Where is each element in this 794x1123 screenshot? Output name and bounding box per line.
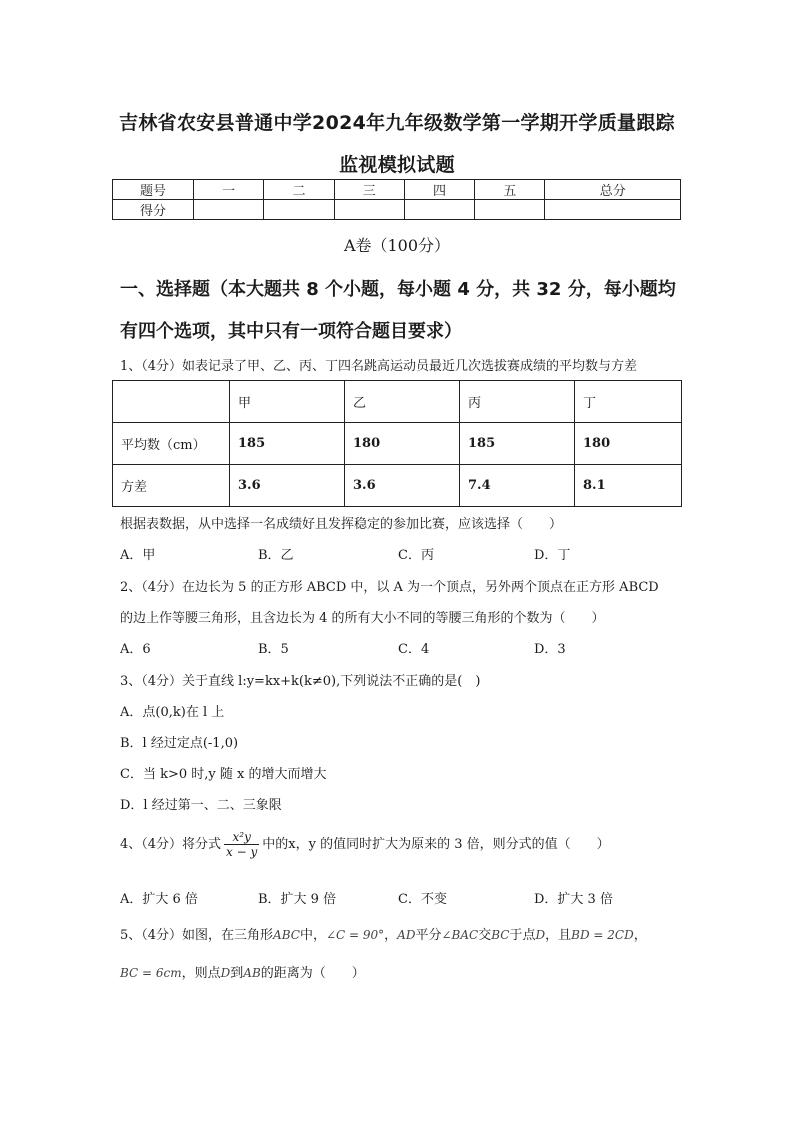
q5-line2 [120, 962, 365, 981]
q5-text: 的距离为（ ） [260, 966, 365, 981]
q2-option-c[interactable]: C．4 [398, 642, 430, 657]
score-header-cell: 二 [264, 180, 334, 200]
score-cell [475, 200, 545, 220]
q4-option-b[interactable]: B．扩大 9 倍 [258, 892, 337, 907]
q1-table-cell: 平均数（cm） [113, 423, 230, 465]
q1-table-cell: 185 [230, 423, 345, 465]
q1-table-cell: 180 [575, 423, 682, 465]
q1-table-header-row [113, 381, 682, 423]
part1-heading-line1: 一、选择题（本大题共 8 个小题，每小题 4 分，共 32 分，每小题均 [120, 279, 676, 300]
part1-heading-line2: 有四个选项，其中只有一项符合题目要求） [120, 321, 462, 342]
q5-text: 到 [230, 966, 244, 981]
q1-table-cell: 185 [460, 423, 575, 465]
score-header-cell: 题号 [113, 180, 194, 200]
q4-options [120, 888, 700, 906]
q2-option-d[interactable]: D．3 [534, 642, 566, 657]
q2-line2: 的边上作等腰三角形，且含边长为 4 的所有大小不同的等腰三角形的个数为（ ） [120, 611, 605, 626]
q5-text: ， [633, 928, 647, 943]
q5-math: ∠BAC [441, 928, 479, 942]
score-header-cell: 四 [404, 180, 474, 200]
q1-table-cell: 丁 [575, 381, 682, 423]
q5-text: 5、（4分）如图，在三角形 [120, 928, 274, 943]
q5-text: 于点 [509, 928, 536, 943]
q3-option-a[interactable]: A．点(0,k)在 l 上 [120, 705, 225, 720]
q2-option-a[interactable]: A．6 [120, 642, 151, 657]
q3-option-d[interactable]: D．l 经过第一、二、三象限 [120, 798, 282, 813]
q1-data-table [112, 380, 682, 507]
score-cell [404, 200, 474, 220]
q1-table-cell: 乙 [345, 381, 460, 423]
q4-option-a[interactable]: A．扩大 6 倍 [120, 892, 198, 907]
q1-question: 根据表数据，从中选择一名成绩好且发挥稳定的参加比赛，应该选择（ ） [120, 517, 563, 532]
q1-option-a[interactable]: A．甲 [120, 548, 156, 563]
q5-math: BC [491, 928, 510, 942]
q1-option-d[interactable]: D．丁 [534, 548, 571, 563]
q2-line1: 2、（4分）在边长为 5 的正方形 ABCD 中，以 A 为一个顶点，另外两个顶点在正方形 ABCD [120, 580, 659, 595]
q5-math: BD = 2CD [571, 928, 634, 942]
q3-option-c[interactable]: C．当 k>0 时,y 随 x 的增大而增大 [120, 767, 327, 782]
score-cell [545, 200, 681, 220]
q1-options [120, 544, 700, 562]
q5-text: 中， [299, 928, 326, 943]
score-header-cell: 三 [334, 180, 404, 200]
q4-option-c[interactable]: C．不变 [398, 892, 447, 907]
q1-table-row [113, 423, 682, 465]
q1-table-cell: 方差 [113, 465, 230, 507]
q1-stem: 1、（4分）如表记录了甲、乙、丙、丁四名跳高运动员最近几次选拔赛成绩的平均数与方差 [120, 359, 638, 374]
score-cell [264, 200, 334, 220]
section-a-heading: A卷（100分） [343, 236, 451, 255]
q5-math: ABC [273, 928, 300, 942]
q5-math: AD [397, 928, 416, 942]
q1-table-cell [113, 381, 230, 423]
score-cell [194, 200, 264, 220]
score-row-label: 得分 [113, 200, 194, 220]
q1-table-cell: 3.6 [230, 465, 345, 507]
exam-title-line1: 吉林省农安县普通中学2024年九年级数学第一学期开学质量跟踪 [119, 112, 675, 134]
q3-stem: 3、（4分）关于直线 l:y=kx+k(k≠0),下列说法不正确的是( ) [120, 674, 481, 689]
q1-table-cell: 3.6 [345, 465, 460, 507]
score-header-cell: 五 [475, 180, 545, 200]
q5-math: D [220, 966, 231, 980]
q2-options [120, 638, 700, 656]
score-header-cell: 总分 [545, 180, 681, 200]
q1-table-cell: 甲 [230, 381, 345, 423]
q2-option-b[interactable]: B．5 [258, 642, 289, 657]
q5-math: BC = 6cm [120, 966, 182, 980]
q1-table-cell: 丙 [460, 381, 575, 423]
q5-text: ，且 [545, 928, 572, 943]
score-header-cell: 一 [194, 180, 264, 200]
q5-math: AB [243, 966, 261, 980]
q5-text: ，则点 [181, 966, 221, 981]
q1-table-cell: 8.1 [575, 465, 682, 507]
q4-suffix: 中的x，y 的值同时扩大为原来的 3 倍，则分式的值（ ） [262, 837, 610, 852]
q1-table-cell: 7.4 [460, 465, 575, 507]
score-table-header-row [113, 180, 681, 200]
score-table [112, 179, 681, 220]
q4-fraction-numerator: x²y [224, 830, 259, 845]
q5-math: D [535, 928, 546, 942]
score-cell [334, 200, 404, 220]
q1-option-c[interactable]: C．丙 [398, 548, 434, 563]
q4-fraction-denominator: x − y [226, 845, 258, 859]
score-table-score-row [113, 200, 681, 220]
q4-option-d[interactable]: D．扩大 3 倍 [534, 892, 613, 907]
q5-text: 平分 [415, 928, 442, 943]
q3-option-b[interactable]: B．l 经过定点(-1,0) [120, 736, 239, 751]
q1-table-row [113, 465, 682, 507]
q5-line1 [120, 924, 647, 943]
q5-math: ∠C = 90° [325, 928, 385, 942]
exam-title-line2: 监视模拟试题 [339, 154, 455, 176]
q5-text: 交 [478, 928, 492, 943]
q1-table-cell: 180 [345, 423, 460, 465]
q4-prefix: 4、（4分）将分式 [120, 837, 222, 852]
q4-fraction [224, 830, 259, 859]
q4-stem [120, 830, 610, 859]
q1-option-b[interactable]: B．乙 [258, 548, 294, 563]
q5-text: ， [384, 928, 398, 943]
